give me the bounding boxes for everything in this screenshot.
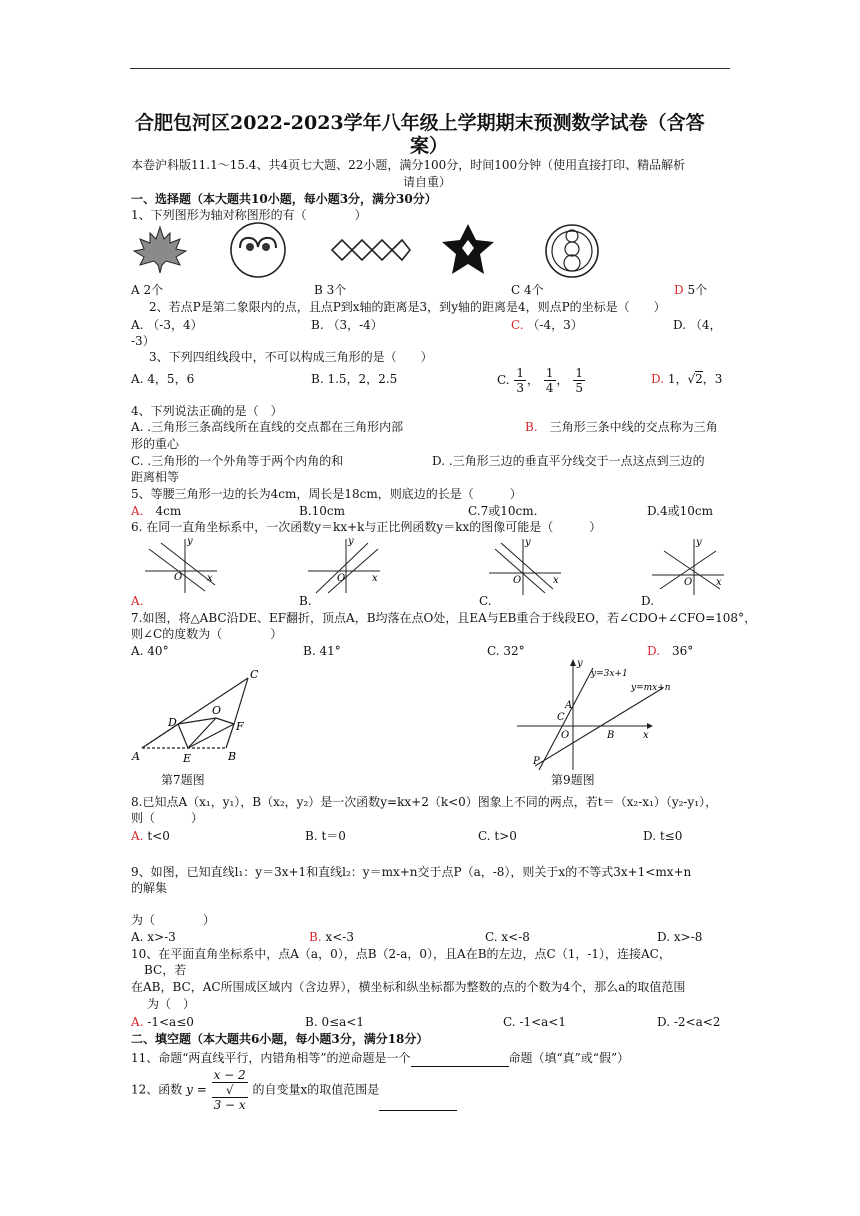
option-letter: C. <box>497 373 510 387</box>
option-b[interactable]: B 3个 <box>314 283 347 297</box>
graph-option-c[interactable] <box>487 537 567 599</box>
option-c[interactable]: C. -1<a<1 <box>503 1015 566 1029</box>
question-stem: 2、若点P是第二象限内的点，且点P到x轴的距离是3，到y轴的距离是4，则点P的坐标是（ ） <box>149 300 666 314</box>
line-label: y=3x+1 <box>591 669 628 679</box>
option-text: x<-3 <box>325 930 354 944</box>
graph-option-b[interactable] <box>306 535 386 597</box>
axis-label: x <box>643 730 649 741</box>
origin-label: O <box>513 575 522 586</box>
option-d[interactable]: D. t≤0 <box>643 829 683 843</box>
option-d-cont: 距离相等 <box>131 470 180 484</box>
answer-letter: D <box>674 283 684 297</box>
figure-9 <box>515 656 675 772</box>
option-d-cont: -3） <box>131 334 155 348</box>
option-c[interactable]: C. .三角形的一个外角等于两个内角的和 <box>131 454 344 468</box>
option-text: t<0 <box>147 829 170 843</box>
origin-label: O <box>561 730 570 741</box>
option-b[interactable]: B. 41° <box>303 644 341 658</box>
option-text: -1<a≤0 <box>147 1015 194 1029</box>
question-text: 12、函数 <box>131 1082 183 1097</box>
question-stem: 9、如图，已知直线l₁：y＝3x+1和直线l₂：y＝mx+n交于点P（a，-8），则关于x的不等式3x+1<mx+n <box>131 865 692 879</box>
question-stem-cont: 为（ ） <box>147 997 196 1011</box>
question-text: 命题（填“真”或“假”） <box>508 1051 630 1065</box>
radicand: 2 <box>695 372 703 386</box>
vertex-label: B <box>228 750 237 763</box>
top-rule <box>130 68 730 69</box>
sqrt-symbol: √ <box>687 372 696 386</box>
chinese-knot-icon <box>330 232 412 268</box>
axis-label: x <box>553 575 559 586</box>
answer-letter: D. <box>651 372 665 386</box>
option-b[interactable]: B. （3，-4） <box>311 318 383 332</box>
option-d[interactable]: D. <box>641 594 655 608</box>
origin-label: O <box>174 572 183 583</box>
option-b[interactable]: B. <box>299 594 312 608</box>
function-fraction: x − 2 √ 3 − x <box>213 1068 246 1112</box>
question-stem-cont: 在AB，BC，AC所围成区域内（含边界），横坐标和纵坐标都为整数的点的个数为4个，那么a的取值范围 <box>131 980 686 994</box>
option-d[interactable]: D.4或10cm <box>647 504 714 518</box>
point-label: C <box>557 712 565 723</box>
section-heading: 一、选择题（本大题共10小题，每小题3分，满分30分） <box>131 192 437 206</box>
option-a[interactable]: A. 40° <box>131 644 169 658</box>
pentagon-star-icon <box>440 222 496 276</box>
option-c[interactable]: C 4个 <box>511 283 544 297</box>
question-stem-cont: 则∠C的度数为（ ） <box>131 627 283 641</box>
answer-blank[interactable] <box>379 1070 457 1111</box>
axis-label: x <box>207 573 213 584</box>
option-c[interactable]: C. t>0 <box>478 829 517 843</box>
option-d[interactable]: D. （4， <box>673 318 722 332</box>
option-text: 三角形三条中线的交点称为三角 <box>549 420 718 434</box>
page-title-cont: 案） <box>410 135 449 157</box>
fill-question <box>131 1051 629 1067</box>
option-b[interactable]: B. 0≤a<1 <box>305 1015 364 1029</box>
axis-label: y <box>348 536 354 547</box>
option-d[interactable]: D. x>-8 <box>657 930 703 944</box>
answer-letter: B. <box>309 930 322 944</box>
question-stem: 6. 在同一直角坐标系中，一次函数y＝kx+k与正比例函数y＝kx的图像可能是（ ） <box>131 520 602 534</box>
owl-face-icon <box>228 221 288 279</box>
option-d[interactable] <box>674 283 707 298</box>
question-stem: 10、在平面直角坐标系中，点A（a，0），点B（2-a，0），且A在B的左边，点C（1，-1），连接AC， <box>131 947 671 961</box>
fraction: $\frac{1}{5}$ <box>575 366 583 395</box>
option-text: 5个 <box>687 283 708 297</box>
question-stem: 3、下列四组线段中，不可以构成三角形的是（ ） <box>149 350 433 364</box>
answer-letter: A. <box>131 829 144 843</box>
option-b[interactable]: B.10cm <box>299 504 346 518</box>
answer-letter: C. <box>511 318 524 332</box>
option-d[interactable]: D. .三角形三边的垂直平分线交于一点这点到三边的 <box>432 454 705 468</box>
question-stem-cont: 则（ ） <box>131 811 204 825</box>
option-a[interactable]: A 2个 <box>131 283 164 297</box>
vertex-label: O <box>212 704 222 717</box>
option-a[interactable] <box>131 504 181 519</box>
option-c[interactable]: C. <box>479 594 492 608</box>
point-label: B <box>607 730 615 741</box>
answer-letter: B. <box>525 420 538 434</box>
axis-label: y <box>187 536 193 547</box>
fraction: $\frac{1}{3}$ <box>516 366 525 395</box>
question-stem-cont: 的解集 <box>131 881 168 895</box>
section-heading: 二、填空题（本大题共6小题，每小题3分，满分18分） <box>131 1032 429 1046</box>
option-text: （-4，3） <box>527 318 583 332</box>
question-stem: 7.如图，将△ABC沿DE、EF翻折，顶点A，B均落在点O处，且EA与EB重合于线段EO，若∠CDO+∠CFO=108°， <box>131 611 757 625</box>
option-text: 4cm <box>155 504 182 518</box>
fill-question <box>131 1068 457 1112</box>
point-label: A <box>565 700 573 711</box>
option-a[interactable]: A. （-3，4） <box>131 318 203 332</box>
page-title: 合肥包河区2022-2023学年八年级上学期期末预测数学试卷（含答 <box>135 112 705 134</box>
figure-caption: 第7题图 <box>161 773 205 787</box>
option-text: ，3 <box>702 372 723 386</box>
question-stem-cont: 为（ ） <box>131 913 216 927</box>
option-d[interactable] <box>651 372 722 387</box>
line-label: y=mx+n <box>631 683 671 693</box>
option-d[interactable]: D. -2<a<2 <box>657 1015 721 1029</box>
fraction: $\frac{1}{4}$ <box>545 366 554 395</box>
point-label: P <box>533 756 540 767</box>
answer-blank[interactable] <box>411 1051 509 1067</box>
intro-text: 本卷沪科版11.1～15.4、共4页七大题、22小题，满分100分，时间100分钟（使用直接打印、精品解析 <box>131 158 686 172</box>
option-c[interactable] <box>511 318 583 333</box>
vertex-label: F <box>236 720 244 733</box>
graph-option-a[interactable] <box>143 535 223 597</box>
function-y: y = <box>186 1082 207 1097</box>
origin-label: O <box>684 577 693 588</box>
question-stem: 5、等腰三角形一边的长为4cm，周长是18cm，则底边的长是（ ） <box>131 487 522 501</box>
axis-label: x <box>716 577 722 588</box>
vertex-label: D <box>168 716 177 729</box>
intro-text-cont: 请自重） <box>403 175 452 189</box>
option-b[interactable] <box>309 930 354 945</box>
option-a[interactable] <box>131 829 170 844</box>
question-stem: 1、下列图形为轴对称图形的有（ ） <box>131 208 367 222</box>
question-stem-cont: BC，若 <box>144 963 187 977</box>
vertex-label: A <box>132 750 140 763</box>
option-b-cont: 形的重心 <box>131 437 180 451</box>
vertex-label: E <box>183 752 192 765</box>
answer-letter: D. <box>647 644 661 658</box>
figure-caption: 第9题图 <box>551 773 595 787</box>
option-text: 1， <box>667 372 688 386</box>
nested-circles-icon <box>543 222 601 280</box>
option-a[interactable] <box>131 1015 194 1030</box>
option-b[interactable]: B. 1.5，2，2.5 <box>311 372 398 386</box>
vertex-label: C <box>250 668 259 681</box>
option-b[interactable]: B. t＝0 <box>305 829 346 843</box>
answer-letter: A. <box>131 504 144 518</box>
question-text: 11、命题“两直线平行，内错角相等”的逆命题是一个 <box>131 1051 411 1065</box>
question-stem: 4、下列说法正确的是（ ） <box>131 404 283 418</box>
option-c[interactable]: C. $\frac{1}{3}$ ， $\frac{1}{4}$ ， $\frac{1}{5}$ <box>497 366 583 395</box>
origin-label: O <box>337 573 346 584</box>
option-b[interactable] <box>525 420 718 435</box>
question-text: 的自变量x的取值范围是 <box>252 1082 380 1097</box>
question-stem: 8.已知点A（x₁，y₁），B（x₂，y₂）是一次函数y=kx+2（k<0）图象上不同的两点，若t＝（x₂-x₁）（y₂-y₁）， <box>131 795 718 809</box>
axis-label: y <box>525 537 531 548</box>
option-c[interactable]: C. x<-8 <box>485 930 530 944</box>
option-a[interactable]: A. .三角形三条高线所在直线的交点都在三角形内部 <box>131 420 404 434</box>
option-c[interactable]: C. 32° <box>487 644 525 658</box>
option-a[interactable]: A. <box>131 594 144 608</box>
axis-label: y <box>696 537 702 548</box>
maple-leaf-icon <box>130 225 190 275</box>
option-a[interactable]: A. x>-3 <box>131 930 176 944</box>
answer-letter: A. <box>131 1015 144 1029</box>
option-c[interactable]: C.7或10cm. <box>468 504 538 518</box>
axis-label: x <box>372 573 378 584</box>
option-a[interactable]: A. 4，5，6 <box>131 372 195 386</box>
axis-label: y <box>577 658 583 669</box>
option-text: 36° <box>672 644 694 658</box>
figure-7 <box>128 664 278 768</box>
graph-option-d[interactable] <box>650 537 730 599</box>
